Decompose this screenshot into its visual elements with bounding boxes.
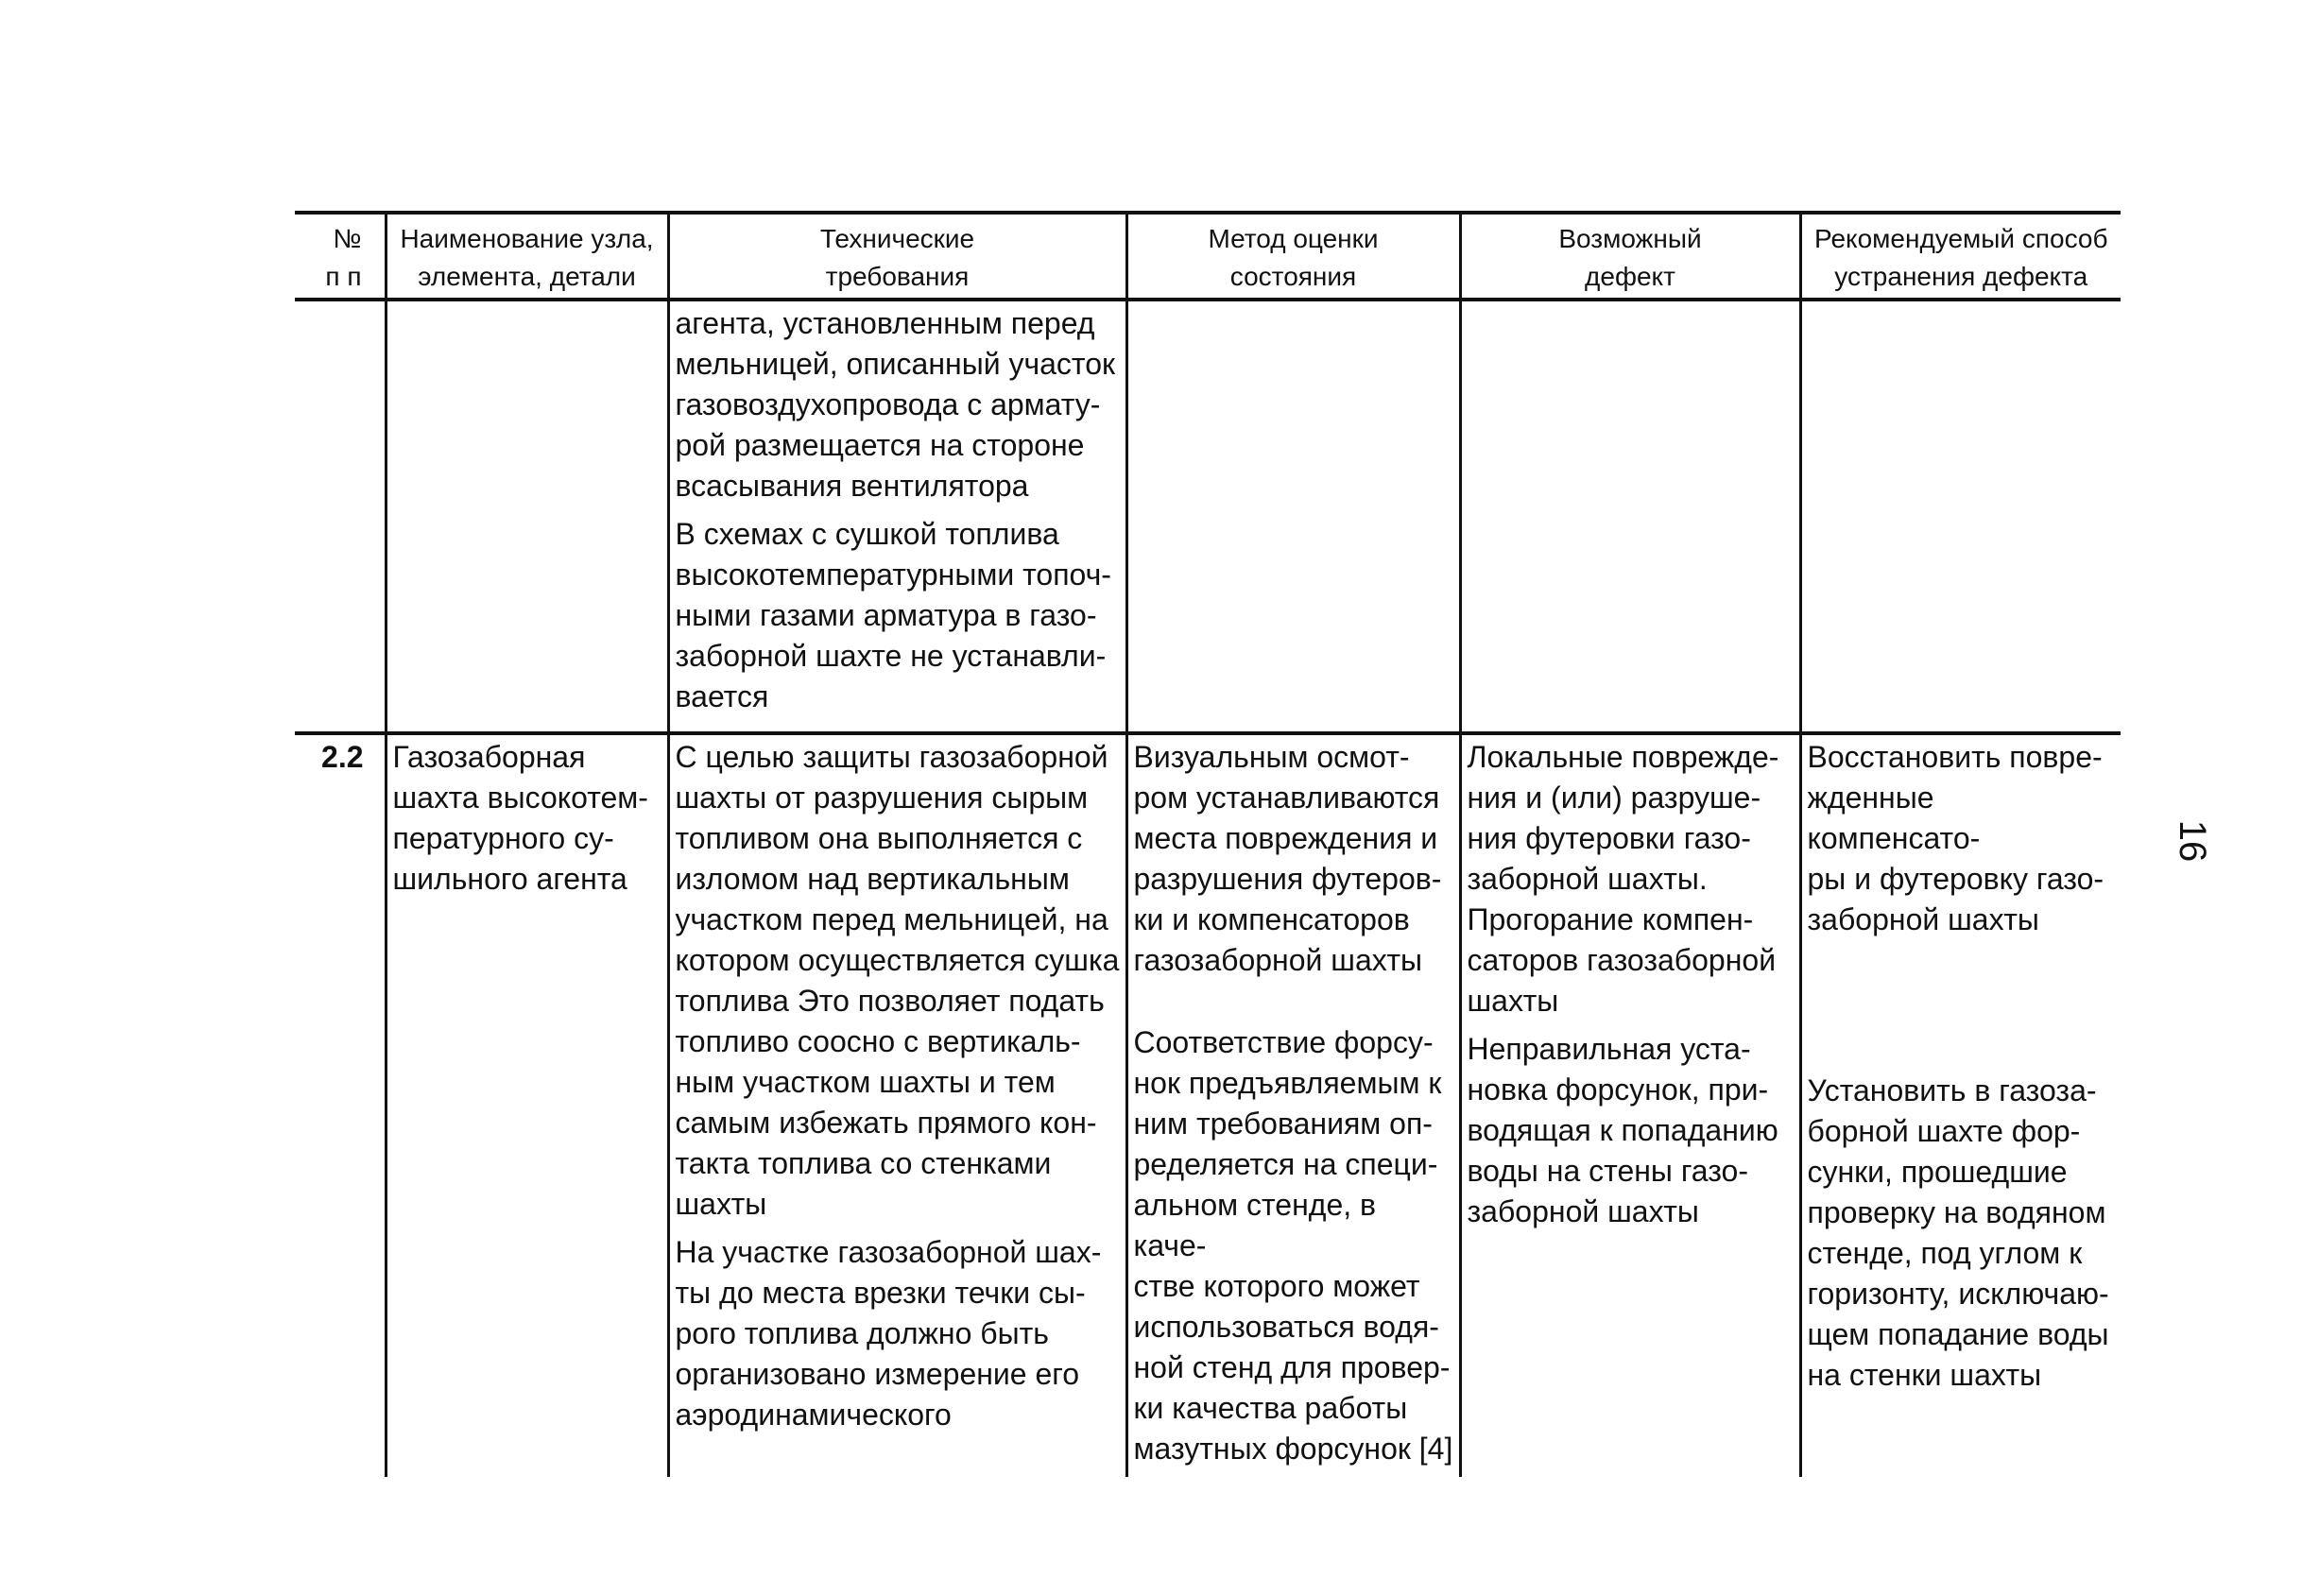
- header-defect: Возможный дефект: [1460, 213, 1800, 300]
- cell-requirements: [668, 300, 1126, 733]
- defect-paragraph: Локальные поврежде- ния и (или) разруше- ния футеровки газо- заборной шахты.: [1467, 740, 1779, 896]
- header-num: № п п: [295, 213, 386, 300]
- header-method: Метод оценки состояния: [1126, 213, 1460, 300]
- requirements-paragraph: В схемах с сушкой топлива высокотемпературными топоч- ными газами арматура в газо- заборной шахте не устанавли- вается: [675, 517, 1111, 713]
- cell-name: Газозаборная шахта высокотем- пературного су- шильного агента: [386, 733, 668, 1477]
- defect-paragraph: Прогорание компен- саторов газозаборной шахты: [1467, 902, 1777, 1018]
- defects-table: [295, 211, 2121, 1477]
- remedy-paragraph: Восстановить повре- жденные компенсато- ры и футеровку газо- заборной шахты: [1807, 740, 2104, 936]
- header-name: Наименование узла, элемента, детали: [386, 213, 668, 300]
- table-header-row: [295, 213, 2121, 300]
- header-requirements: Технические требования: [668, 213, 1126, 300]
- cell-defect: [1460, 300, 1800, 733]
- header-remedy: Рекомендуемый способ устранения дефекта: [1800, 213, 2121, 300]
- requirements-paragraph: На участке газозаборной шах- ты до места врезки течки сы- рого топлива должно быть организовано измерение его аэродинамического: [675, 1235, 1102, 1432]
- method-paragraph: Визуальным осмот- ром устанавливаются места повреждения и разрушения футеров- ки и компенсаторов газозаборной шахты: [1133, 740, 1442, 977]
- method-paragraph: Соответствие форсу- нок предъявляемым к ним требованиям оп- ределяется на специ- альном стенде, в каче- стве которого может использоваться водя- ной стенд для провер- ки качества работы мазутных форсунок [4]: [1133, 1025, 1453, 1466]
- cell-num: [295, 300, 386, 733]
- cell-num: 2.2: [295, 733, 386, 1477]
- requirements-paragraph: агента, установленным перед мельницей, описанный участок газовоздухопровода с армату- рой размещается на стороне всасывания вентилятора: [675, 306, 1116, 503]
- cell-name: [386, 300, 668, 733]
- table-row: [295, 733, 2121, 1477]
- table-row: [295, 300, 2121, 733]
- cell-method: [1126, 733, 1460, 1477]
- cell-defect: [1460, 733, 1800, 1477]
- cell-requirements: [668, 733, 1126, 1477]
- defect-paragraph: Неправильная уста- новка форсунок, при- водящая к попаданию воды на стены газо- заборной шахты: [1467, 1032, 1778, 1228]
- requirements-paragraph: С целью защиты газозаборной шахты от разрушения сырым топливом она выполняется с изломом над вертикальным участком перед мельницей, на котором осуществляется сушка топлива Это позволяет подать топливо соосно с вертикаль- ным участком шахты и тем самым избежать прямого кон- такта топлива со стенками шахты: [675, 740, 1120, 1221]
- page-number: 16: [2172, 819, 2213, 863]
- cell-method: [1126, 300, 1460, 733]
- cell-remedy: [1800, 733, 2121, 1477]
- cell-remedy: [1800, 300, 2121, 733]
- remedy-paragraph: Установить в газоза- борной шахте фор- сунки, прошедшие проверку на водяном стенде, под углом к горизонту, исключаю- щем попадание воды на стенки шахты: [1807, 1073, 2109, 1392]
